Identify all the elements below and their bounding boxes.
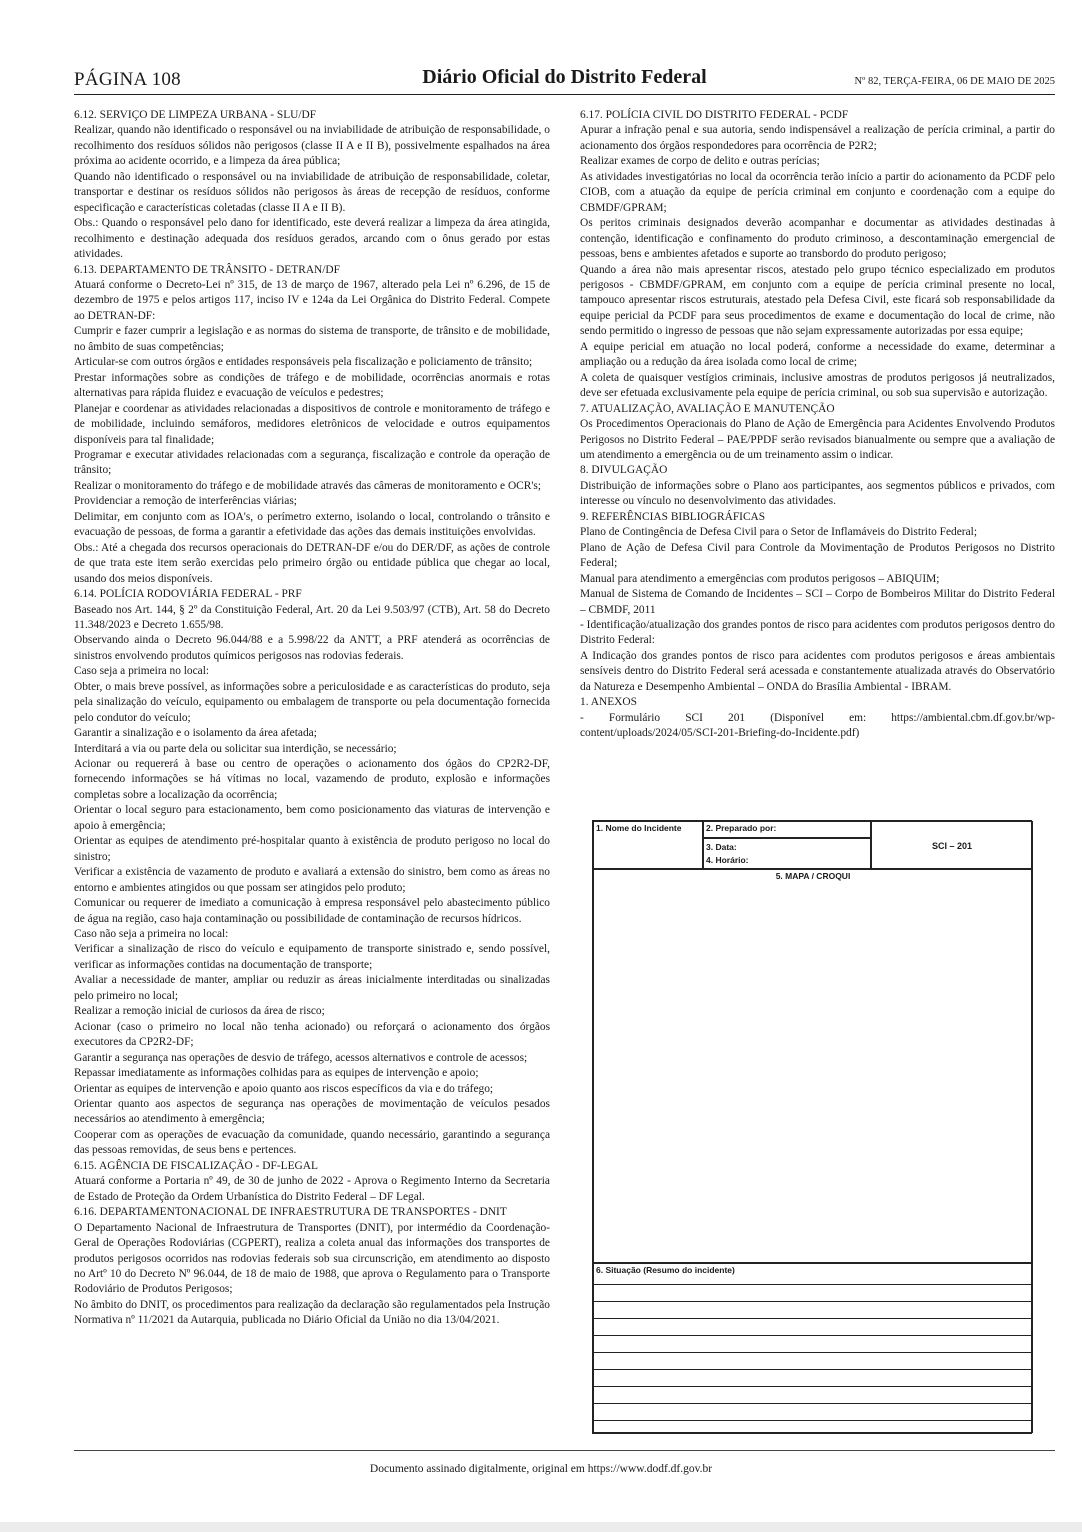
page-number: PÁGINA 108 <box>74 69 181 90</box>
form-line <box>594 1301 1032 1302</box>
form-line <box>594 1369 1032 1370</box>
edition-date: Nº 82, TERÇA-FEIRA, 06 DE MAIO DE 2025 <box>854 76 1055 87</box>
paragraph: - Formulário SCI 201 (Disponível em: https://ambiental.cbm.df.gov.br/wp-content/uploads/2024/05/SCI-201-Briefing-do-Incidente.pdf) <box>580 711 1055 740</box>
paragraph: 6.16. DEPARTAMENTONACIONAL DE INFRAESTRUTURA DE TRANSPORTES - DNIT <box>74 1206 507 1219</box>
page-header <box>74 66 1055 94</box>
paragraph: Quando a área não mais apresentar riscos, atestado pelo grupo técnico especializado em produtos perigosos - CBMDF/GPRAM, em conjunto com a equipe de perícia criminal presente no local, tampouco apresentar riscos estruturais, atestado pela Defesa Civil, este ficará sob responsabilidade da equipe pericial da PCDF para seus procedimentos de exame e documentação do local de crime, não sendo permitido o ingresso de pessoas que não sejam expressamente autorizadas por essa equipe; <box>580 263 1055 338</box>
form-situation <box>593 1263 1033 1433</box>
form-code: SCI – 201 <box>871 821 1033 869</box>
paragraph: As atividades investigatórias no local da ocorrência terão início a partir do acionamento da PCDF pelo CIOB, com a atuação da equipe de perícia criminal em conjunto e coordenação com a equipe do CBMDF/GPRAM; <box>580 170 1055 214</box>
header-divider <box>74 94 1055 95</box>
sci-201-form <box>592 820 1032 1434</box>
form-line <box>594 1284 1032 1285</box>
paragraph: Programar e executar atividades relacionadas com a segurança, fiscalização e controle da operação de trânsito; <box>74 448 550 477</box>
paragraph: Prestar informações sobre as condições de tráfego e de mobilidade, ocorrências anormais e rotas alternativas para rápida fluidez e evacuação de veículos e pedestres; <box>74 371 550 400</box>
paragraph: 9. REFERÊNCIAS BIBLIOGRÁFICAS <box>580 510 766 523</box>
bottom-band <box>0 1522 1082 1532</box>
paragraph: 6.14. POLÍCIA RODOVIÁRIA FEDERAL - PRF <box>74 588 302 601</box>
paragraph: Observando ainda o Decreto 96.044/88 e a 5.998/22 da ANTT, a PRF atenderá as ocorrências de sinistros envolvendo produtos químicos perigosos nas rodovias federais. <box>74 634 550 662</box>
paragraph: Delimitar, em conjunto com as IOA's, o perímetro externo, isolando o local, controlando o trânsito e evacuação de pessoas, de forma a garantir a efetividade das ações das demais instituições envolvidas. <box>74 510 550 539</box>
paragraph: A Indicação dos grandes pontos de risco para acidentes com produtos perigosos e áreas ambientais sensíveis dentro do Distrito Federal será acessada e constantemente atualizada através do Observatório da Natureza e Desempenho Ambiental – ONDA do Brasília Ambiental - IBRAM. <box>580 649 1055 693</box>
paragraph: 7. ATUALIZAÇÃO, AVALIAÇÃO E MANUTENÇÃO <box>580 402 835 415</box>
paragraph: Baseado nos Art. 144, § 2º da Constituição Federal, Art. 20 da Lei 9.503/97 (CTB), Art. 58 do Decreto 11.348/2023 e Decreto 1.655/98. <box>74 603 550 631</box>
paragraph: 6.12. SERVIÇO DE LIMPEZA URBANA - SLU/DF <box>74 109 317 121</box>
paragraph: Os Procedimentos Operacionais do Plano de Ação de Emergência para Acidentes Envolvendo Produtos Perigosos no Distrito Federal – PAE/PPDF serão revisados bianualmente ou sempre que a avaliação de um atendimento a emergência ou de um treinamento assim o indicar. <box>580 418 1055 461</box>
form-line <box>594 1420 1032 1421</box>
publication-title: Diário Oficial do Distrito Federal <box>422 66 707 88</box>
paragraph: Planejar e coordenar as atividades relacionadas a dispositivos de controle e monitoramento de tráfego e de mobilidade, incluindo semáforos, medidores eletrônicos de velocidade e outros equipamentos disponíveis para tal finalidade; <box>74 402 550 446</box>
form-line <box>594 1352 1032 1353</box>
paragraph: Os peritos criminais designados deverão acompanhar e documentar as atividades destinadas à contenção, identificação e confinamento do produto criminoso, a descontaminação emergencial de pessoas, bens e ambientes afetados e suporte ao transbordo do produto perigoso; <box>580 217 1055 261</box>
footer-note: Documento assinado digitalmente, original em https://www.dodf.df.gov.br <box>369 1463 713 1475</box>
paragraph: Manual de Sistema de Comando de Incidentes – SCI – Corpo de Bombeiros Militar do Distrito Federal – CBMDF, 2011 <box>580 588 1055 616</box>
paragraph: Orientar quanto aos aspectos de segurança nas operações de movimentação de veículos pesados necessários ao atendimento à emergência; <box>74 1098 550 1126</box>
form-line <box>594 1318 1032 1319</box>
paragraph: Realizar a remoção inicial de curiosos da área de risco; <box>74 1005 325 1018</box>
paragraph: 6.13. DEPARTAMENTO DE TRÂNSITO - DETRAN/DF <box>74 263 340 276</box>
paragraph: Apurar a infração penal e sua autoria, sendo indispensável a realização de perícia criminal, a partir do acionamento dos órgãos respondedores para ocorrência de P2R2; <box>580 124 1055 152</box>
paragraph: Articular-se com outros órgãos e entidades responsáveis pela fiscalização e policiamento de trânsito; <box>74 356 533 369</box>
paragraph: Garantir a sinalização e o isolamento da área afetada; <box>74 727 317 740</box>
paragraph: Comunicar ou requerer de imediato a comunicação à empresa responsável pelo abastecimento público de água na região, caso haja contaminação ou possibilidade de contaminação de recursos hídricos. <box>74 897 550 925</box>
paragraph: Verificar a existência de vazamento de produto e avaliará a extensão do sinistro, bem como as áreas no entorno e ambientes atingidos ou que possam ser atingidos pelo produto; <box>74 866 550 894</box>
paragraph: Garantir a segurança nas operações de desvio de tráfego, acessos alternativos e controle de acessos; <box>74 1051 528 1064</box>
paragraph: Cumprir e fazer cumprir a legislação e as normas do sistema de transporte, de trânsito e de mobilidade, no âmbito de suas competências; <box>74 325 550 353</box>
paragraph: 8. DIVULGAÇÃO <box>580 464 668 477</box>
paragraph: 1. ANEXOS <box>580 696 637 709</box>
paragraph: Caso seja a primeira no local: <box>74 665 210 678</box>
form-date-label: 3. Data: <box>706 842 737 852</box>
paragraph: Avaliar a necessidade de manter, ampliar ou reduzir as áreas inicialmente interditadas ou sinalizadas pelo primeiro no local; <box>74 974 550 1002</box>
paragraph: Realizar o monitoramento do tráfego e de mobilidade através das câmeras de monitoramento e OCR's; <box>74 479 542 492</box>
paragraph: Orientar o local seguro para estacionamento, bem como posicionamento das viaturas de intervenção e apoio à emergência; <box>74 804 550 832</box>
left-column <box>74 108 550 1329</box>
paragraph: A coleta de quaisquer vestígios criminais, inclusive amostras de produtos perigosos já neutralizados, deve ser efetuada exclusivamente pela equipe de perícia criminal, ou sob sua supervisão e autorização. <box>580 371 1055 400</box>
form-prepared-by: 2. Preparado por: <box>703 821 871 838</box>
paragraph: Manual para atendimento a emergências com produtos perigosos – ABIQUIM; <box>580 572 940 585</box>
form-date-time <box>703 838 871 869</box>
paragraph: O Departamento Nacional de Infraestrutura de Transportes (DNIT), por intermédio da Coordenação-Geral de Operações Rodoviárias (CGPERT), realiza a coleta anual das informações dos transportes de produtos perigosos ocorridos nas rodovias federais sob sua circunscrição, em atendimento ao disposto no Artº 10 do Decreto Nº 96.044, de 18 de maio de 1988, que aprova o Regulamento para o Transporte Rodoviário de Produtos Perigosos; <box>74 1221 550 1296</box>
paragraph: Atuará conforme o Decreto-Lei nº 315, de 13 de março de 1967, alterado pela Lei nº 6.296, de 15 de dezembro de 1975 e pelos artigos 117, inciso IV e 124a da Lei Orgânica do Distrito Federal. Compete ao DETRAN-DF: <box>74 278 550 322</box>
paragraph: Obter, o mais breve possível, as informações sobre a periculosidade e as características do produto, seja pela sinalização do veículo, equipamento ou embalagem de transporte ou pela documentação fornecida pelo condutor do veículo; <box>74 680 550 724</box>
paragraph: Verificar a sinalização de risco do veículo e equipamento de transporte sinistrado e, sendo possível, verificar as informações contidas na documentação de transporte; <box>74 943 550 971</box>
paragraph: Orientar as equipes de intervenção e apoio quanto aos riscos específicos da via e do tráfego; <box>74 1082 494 1095</box>
paragraph: Repassar imediatamente as informações colhidas para as equipes de intervenção e apoio; <box>74 1067 479 1080</box>
paragraph: Realizar, quando não identificado o responsável ou na inviabilidade de atribuição de responsabilidade, o recolhimento dos resíduos sólidos não perigosos (classe II A e II B), possivelmente espalhados na área próxima ao acidente ocorrido, e a limpeza da área pública; <box>74 124 550 168</box>
form-map-sketch: 5. MAPA / CROQUI <box>593 869 1033 1263</box>
form-time-label: 4. Horário: <box>706 855 749 865</box>
paragraph: No âmbito do DNIT, os procedimentos para realização da declaração são regulamentados pela Instrução Normativa nº 11/2021 da Autarquia, publicada no Diário Oficial da União no dia 13/04/2021. <box>74 1298 550 1327</box>
form-line <box>594 1386 1032 1387</box>
form-line <box>594 1335 1032 1336</box>
paragraph: 6.17. POLÍCIA CIVIL DO DISTRITO FEDERAL - PCDF <box>580 109 849 121</box>
right-column <box>580 108 1055 742</box>
footer-divider <box>74 1450 1055 1451</box>
paragraph: Caso não seja a primeira no local: <box>74 928 229 941</box>
paragraph: Quando não identificado o responsável ou na inviabilidade de atribuição de responsabilidade, coletar, transportar e destinar os resíduos sólidos não perigosos às áreas de recepção de resíduos, conforme especificação e características coletadas (classe II A e II B). <box>74 170 550 214</box>
paragraph: Cooperar com as operações de evacuação da comunidade, quando necessário, garantindo a segurança das pessoas removidas, de seus bens e pertences. <box>74 1128 550 1157</box>
paragraph: Obs.: Quando o responsável pelo dano for identificado, este deverá realizar a limpeza da área atingida, recolhimento e destinação adequada dos resíduos gerados, arcando com o ônus gerado por estas atividades. <box>74 217 550 261</box>
paragraph: Acionar ou requererá à base ou centro de operações o acionamento dos ógãos do CP2R2-DF, fornecendo informações se há vítimas no local, vazamendo de produto, explosão e informações completas sobre a localização da ocorrência; <box>74 758 550 801</box>
paragraph: 6.15. AGÊNCIA DE FISCALIZAÇÃO - DF-LEGAL <box>74 1159 318 1172</box>
paragraph: - Identificação/atualização dos grandes pontos de risco para acidentes com produtos perigosos dentro do Distrito Federal: <box>580 618 1055 647</box>
paragraph: Obs.: Até a chegada dos recursos operacionais do DETRAN-DF e/ou do DER/DF, as ações de controle de que trata este item serão exercidas pelo primeiro órgão ou entidade pública que chegar ao local, usando dos meios disponíveis. <box>74 541 550 585</box>
form-situation-label: 6. Situação (Resumo do incidente) <box>596 1265 735 1275</box>
paragraph: Providenciar a remoção de interferências viárias; <box>74 495 297 508</box>
form-line <box>594 1403 1032 1404</box>
paragraph: Distribuição de informações sobre o Plano aos participantes, aos segmentos públicos e privados, com interesse ou vínculo no desenvolvimento das atividades. <box>580 479 1055 508</box>
paragraph: Orientar as equipes de atendimento pré-hospitalar quanto à existência de produto perigoso no local do sinistro; <box>74 835 550 863</box>
paragraph: Realizar exames de corpo de delito e outras perícias; <box>580 155 820 168</box>
paragraph: Interditará a via ou parte dela ou solicitar sua interdição, se necessário; <box>74 742 397 755</box>
paragraph: Atuará conforme a Portaria nº 49, de 30 de junho de 2022 - Aprova o Regimento Interno da Secretaria de Estado de Proteção da Ordem Urbanística do Distrito Federal – DF Legal. <box>74 1175 550 1203</box>
paragraph: Plano de Contingência de Defesa Civil para o Setor de Inflamáveis do Distrito Federal; <box>580 526 977 539</box>
paragraph: Plano de Ação de Defesa Civil para Controle da Movimentação de Produtos Perigosos no Distrito Federal; <box>580 541 1055 570</box>
paragraph: Acionar (caso o primeiro no local não tenha acionado) ou reforçará o acionamento dos órgãos executores da CP2R2-DF; <box>74 1020 550 1049</box>
paragraph: A equipe pericial em atuação no local poderá, conforme a necessidade do exame, determinar a ampliação ou a redução da área isolada como local de crime; <box>580 340 1055 369</box>
form-incident-name: 1. Nome do Incidente <box>593 821 703 869</box>
